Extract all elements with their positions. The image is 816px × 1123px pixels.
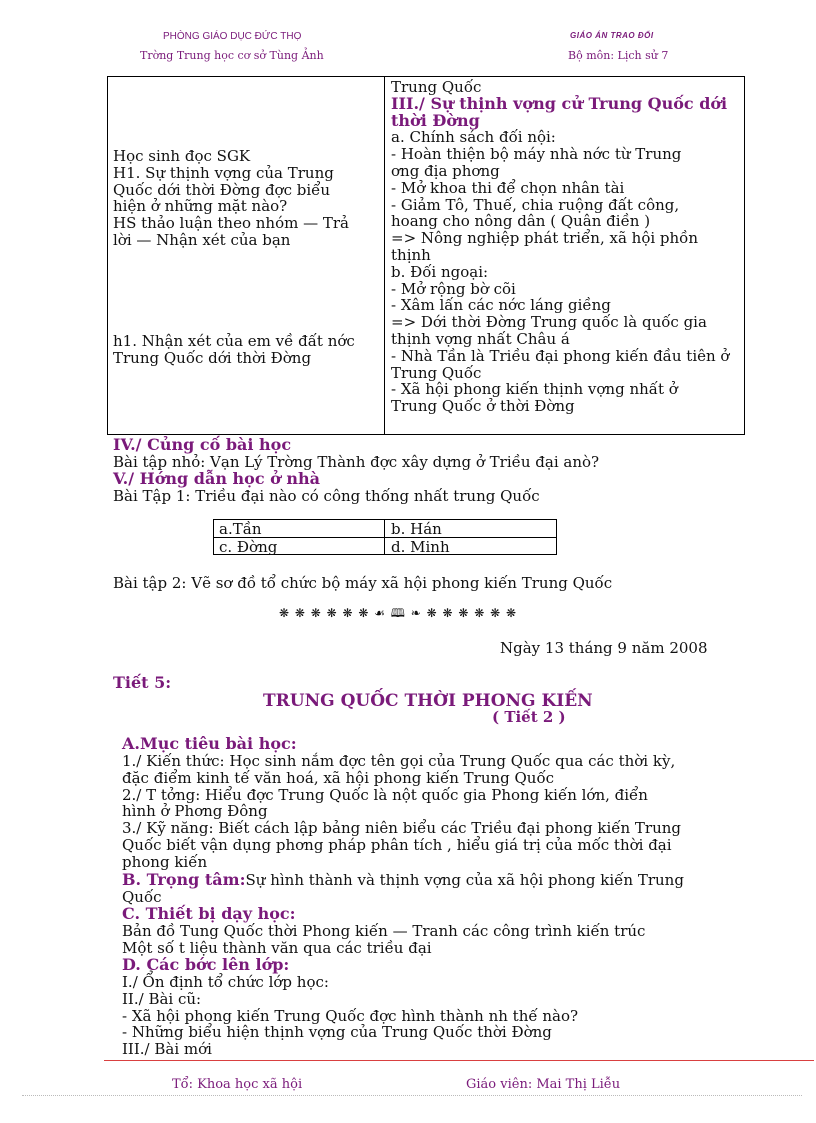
school-name: Trờng Trung học cơ sở Tùng Ảnh (140, 49, 324, 62)
subject-name: Bộ môn: Lịch sử 7 (568, 49, 669, 62)
footer-separator (104, 1060, 814, 1061)
option-b: b. Hán (391, 520, 442, 538)
sectionA-body: 1./ Kiến thức: Học sinh nắm đợc tên gọi của Trung Quốc qua các thời kỳ, đặc điểm kinh tế văn hoá, xã hội phong kiến Trung Quốc 2./ T tởng: Hiểu đợc Trung Quốc là nột quốc gia Phong kiến lớn, điển hình ở Phơng Đông 3./ Kỹ năng: Biết cách lập bảng niên biểu các Triều đại phong kiến Trung Quốc biết vận dụng phơng pháp phân tích , hiểu giá trị của mốc thời đại phong kiến (122, 752, 682, 871)
footer-teacher: Giáo viên: Mai Thị Liễu (466, 1077, 621, 1092)
table-heading: III./ Sự thịnh vợng cử Trung Quốc dới (391, 93, 728, 113)
sectionB-heading: B. Trọng tâm: (122, 870, 246, 889)
sectionC-body: Bản đồ Tung Quốc thời Phong kiến — Tranh các công trình kiến trúc Một số t liệu thành văn qua các triều đại (122, 922, 646, 957)
sectionB-text-2: Quốc (122, 888, 162, 906)
sectionA-heading: A.Mục tiêu bài học: (122, 734, 297, 753)
section4-text: Bài tập nhỏ: Vạn Lý Trờng Thành đợc xây dựng ở Triều đại anò? (113, 453, 600, 471)
lesson-title: TRUNG QUỐC THỜI PHONG KIẾN (263, 691, 593, 711)
sectionD-body: I./ Ổn định tổ chức lớp học: II./ Bài cũ: - Xã hội phong kiến Trung Quốc đợc hình thành nh thế nào? - Những biểu hiện thịnh vợng của Trung Quốc thời Đờng III./ Bài mới (122, 973, 579, 1059)
table-right-content: Trung Quốc III./ Sự thịnh vợng cử Trung Quốc dới thời Đờng a. Chính sách đối nội: - Hoàn thiện bộ máy nhà nớc từ Trung ơng địa phơng - Mở khoa thi để chọn nhân tài - Giảm Tô, Thuế, chia ruộng đất công, hoang cho nông dân ( Quân điền ) => Nông nghiệp phát triển, xã hội phồn thịnh b. Đối ngoại: - Mở rộng bờ cõi - Xâm lấn các nớc láng giềng => Dới thời Đờng Trung quốc là quốc gia thịnh vợng nhất Châu á - Nhà Tần là Triều đại phong kiến đầu tiên ở Trung Quốc - Xã hội phong kiến thịnh vợng nhất ở Trung Quốc ở thời Đờng (391, 78, 730, 416)
table-divider (384, 76, 385, 434)
table-left-activity-2: h1. Nhận xét của em về đất nớc Trung Quốc dới thời Đờng (113, 332, 355, 367)
option-c: c. Đờng (219, 538, 278, 556)
sectionD-heading: D. Các bớc lên lớp: (122, 955, 290, 974)
lesson-label: Tiết 5: (113, 673, 172, 692)
page-bottom-dotted-line (22, 1095, 802, 1096)
section5-heading: V./ Hớng dẫn học ở nhà (113, 469, 321, 488)
section4-heading: IV./ Củng cố bài học (113, 435, 292, 454)
footer-department: Tổ: Khoa học xã hội (172, 1077, 303, 1092)
lesson-date: Ngày 13 tháng 9 năm 2008 (500, 639, 708, 657)
department-name: PHÒNG GIÁO DỤC ĐỨC THỌ (163, 31, 302, 42)
ornament-divider: ❋ ❋ ❋ ❋ ❋ ❋ ☙ 🕮 ❧ ❋ ❋ ❋ ❋ ❋ ❋ (279, 606, 518, 620)
sectionC-heading: C. Thiết bị dạy học: (122, 904, 296, 923)
option-a: a.Tần (219, 520, 262, 538)
table-left-activity-1: Học sinh đọc SGK H1. Sự thịnh vợng của Trung Quốc dới thời Đờng đợc biểu hiện ở những mặt nào? HS thảo luận theo nhóm — Trả lời — Nhận xét của bạn (113, 147, 349, 249)
sectionB: B. Trọng tâm:Sự hình thành và thịnh vợng của xã hội phong kiến Trung (122, 870, 684, 889)
header-right-title: GIÁO ÁN TRAO ĐỔI (570, 31, 654, 40)
exercise-2: Bài tập 2: Vẽ sơ đồ tổ chức bộ máy xã hội phong kiến Trung Quốc (113, 574, 613, 592)
lesson-subtitle: ( Tiết 2 ) (492, 708, 566, 726)
exercise-1: Bài Tập 1: Triều đại nào có công thống nhất trung Quốc (113, 487, 540, 505)
option-d: d. Minh (391, 538, 450, 556)
